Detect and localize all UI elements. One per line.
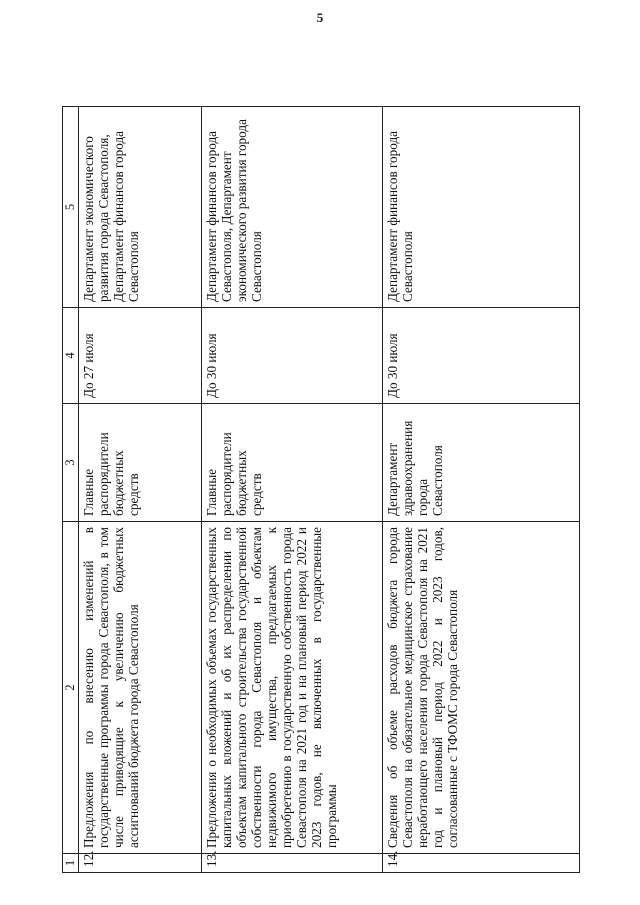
row-recipient: Департамент финансов города Севастополя [383, 107, 580, 308]
row-description: Сведения об объеме расходов бюджета города Севастополя на обязательное медицинское страхование неработающего населения города Севастополя на 2021 год и плановый период 2022 и 2023 годов, согласованные с ТФОМС города Севастополя [383, 522, 580, 854]
header-cell-1: 1 [63, 854, 79, 873]
page-number: 5 [316, 10, 324, 25]
row-deadline: До 30 июля [202, 308, 383, 404]
row-description: Предложения по внесению изменений в государственные программы города Севастополя, в том числе приводящие к увеличению бюджетных ассигнований бюджета города Севастополя [79, 522, 202, 854]
row-number: 13. [202, 854, 383, 873]
row-recipient: Департамент финансов города Севастополя, Департамент экономического развития города Севастополя [202, 107, 383, 308]
deadlines-table [62, 106, 580, 873]
row-deadline: До 30 июля [383, 308, 580, 404]
rotated-table-container [62, 107, 580, 873]
row-number: 12. [79, 854, 202, 873]
row-deadline: До 27 июля [79, 308, 202, 404]
row-responsible: Главные распорядители бюджетных средств [202, 404, 383, 522]
row-recipient: Департамент экономического развития города Севастополя, Департамент финансов города Севастополя [79, 107, 202, 308]
row-description: Предложения о необходимых объемах государственных капитальных вложений и об их распределении по объектам капитального строительства государственной собственности города Севастополя и объектам недвижимого имущества, предлагаемых к приобретению в государственную собственность города Севастополя на 2021 год и на плановый период 2022 и 2023 годов, не включенных в государственные программы [202, 522, 383, 854]
header-cell-3: 3 [63, 404, 79, 522]
header-cell-2: 2 [63, 522, 79, 854]
table-header-row [63, 107, 79, 873]
header-cell-4: 4 [63, 308, 79, 404]
table-row [79, 107, 202, 873]
table-row [383, 107, 580, 873]
row-responsible: Департамент здравоохранения города Севастополя [383, 404, 580, 522]
row-number: 14. [383, 854, 580, 873]
header-cell-5: 5 [63, 107, 79, 308]
row-responsible: Главные распорядители бюджетных средств [79, 404, 202, 522]
table-row [202, 107, 383, 873]
